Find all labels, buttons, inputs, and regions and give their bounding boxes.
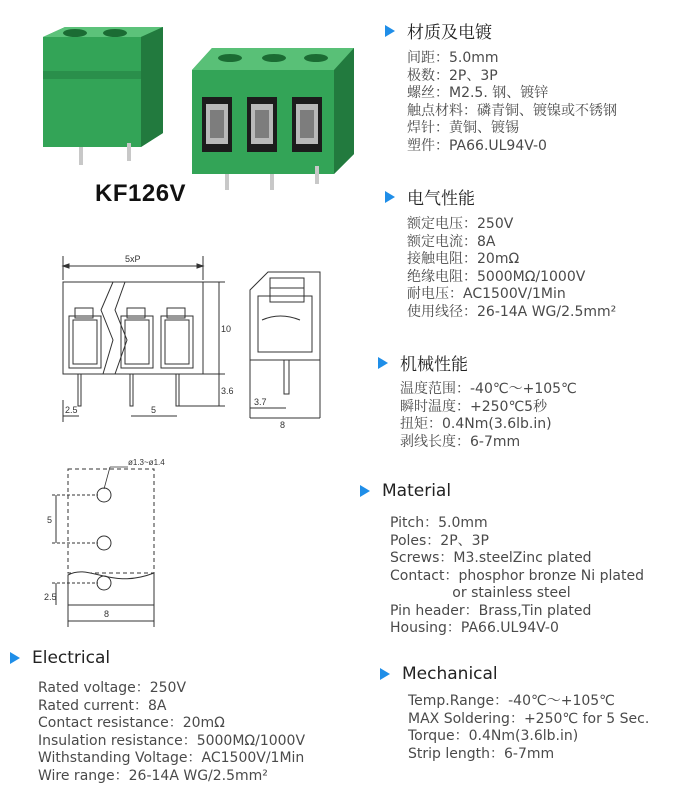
- mechanical-cn-title: 机械性能: [400, 355, 468, 375]
- list-item: 额定电压：250V: [407, 216, 514, 232]
- list-item: Strip length：6-7mm: [408, 745, 555, 762]
- list-item: 扭矩：0.4Nm(3.6lb.in): [400, 416, 552, 432]
- triangle-bullet-icon: [10, 652, 20, 664]
- front-view-drawing: [55, 250, 235, 425]
- mechanical-cn-heading: [378, 350, 468, 375]
- electrical-en-title: Electrical: [32, 648, 111, 668]
- dim-3-6: 3.6: [221, 386, 234, 396]
- pcb-2-5: 2.5: [44, 592, 57, 602]
- material-cn-list: [407, 50, 617, 155]
- hole-diameter: ø1.3~ø1.4: [128, 458, 165, 467]
- dim-8-side: 8: [280, 420, 286, 428]
- triangle-bullet-icon: [378, 357, 388, 369]
- list-item: Rated voltage：250V: [38, 680, 187, 696]
- electrical-en-list: [38, 680, 305, 785]
- dim-2-5: 2.5: [65, 405, 78, 415]
- list-item: 瞬时温度：+250℃5秒: [400, 398, 548, 415]
- list-item: 接触电阻：20mΩ: [407, 251, 520, 267]
- mechanical-en-title: Mechanical: [402, 664, 498, 684]
- list-item: 间距：5.0mm: [407, 50, 499, 66]
- triangle-bullet-icon: [360, 485, 370, 497]
- list-item: Withstanding Voltage：AC1500V/1Min: [38, 750, 305, 766]
- list-item: or stainless steel: [390, 585, 571, 601]
- electrical-cn-title: 电气性能: [407, 189, 475, 209]
- list-item: Temp.Range：-40℃～+105℃: [408, 693, 615, 709]
- triangle-bullet-icon: [385, 25, 395, 37]
- list-item: 焊针：黄铜、镀锡: [407, 120, 519, 136]
- triangle-bullet-icon: [380, 668, 390, 680]
- material-cn-heading: [385, 18, 492, 43]
- list-item: Rated current：8A: [38, 697, 167, 714]
- electrical-cn-heading: [385, 184, 475, 209]
- material-cn-title: 材质及电镀: [407, 23, 492, 43]
- list-item: Insulation resistance：5000MΩ/1000V: [38, 732, 306, 749]
- mechanical-en-list: [408, 693, 649, 763]
- dim-10: 10: [221, 324, 232, 334]
- list-item: Contact resistance：20mΩ: [38, 715, 225, 731]
- dim-5xp: 5xP: [125, 254, 141, 264]
- electrical-en-heading: [10, 648, 110, 668]
- material-en-heading: [360, 481, 451, 501]
- list-item: Pitch：5.0mm: [390, 515, 488, 531]
- product-photo-3p: [188, 42, 363, 192]
- list-item: 绝缘电阻：5000MΩ/1000V: [407, 268, 586, 285]
- list-item: 温度范围：-40℃～+105℃: [400, 381, 577, 397]
- triangle-bullet-icon: [385, 191, 395, 203]
- list-item: 耐电压：AC1500V/1Min: [407, 286, 566, 302]
- material-en-title: Material: [382, 481, 452, 501]
- list-item: Housing：PA66.UL94V-0: [390, 620, 559, 636]
- pcb-width-8: 8: [104, 609, 110, 619]
- list-item: 额定电流：8A: [407, 233, 496, 250]
- list-item: 塑件：PA66.UL94V-0: [407, 137, 547, 154]
- list-item: 螺丝：M2.5. 钢、镀锌: [407, 85, 549, 101]
- pcb-layout-drawing: [30, 455, 170, 635]
- model-number: KF126V: [95, 180, 187, 207]
- list-item: 极数：2P、3P: [407, 67, 498, 84]
- list-item: Poles：2P、3P: [390, 532, 490, 549]
- list-item: Contact：phosphor bronze Ni plated: [390, 567, 644, 584]
- electrical-cn-list: [407, 216, 616, 321]
- dim-5: 5: [151, 405, 157, 415]
- list-item: 剥线长度：6-7mm: [400, 433, 521, 450]
- side-view-drawing: [240, 268, 340, 428]
- pcb-pitch-5: 5: [47, 515, 53, 525]
- product-photo-2p: [35, 25, 170, 180]
- list-item: Screws：M3.steelZinc plated: [390, 550, 592, 566]
- mechanical-cn-list: [400, 381, 577, 451]
- list-item: Torque：0.4Nm(3.6lb.in): [408, 728, 579, 744]
- material-en-list: [390, 515, 644, 638]
- list-item: Pin header：Brass,Tin plated: [390, 602, 592, 619]
- mechanical-en-heading: [380, 664, 498, 684]
- list-item: MAX Soldering：+250℃ for 5 Sec.: [408, 710, 650, 727]
- list-item: 使用线径：26-14A WG/2.5mm²: [407, 303, 617, 320]
- list-item: 触点材料：磷青铜、镀镍或不锈钢: [407, 102, 617, 119]
- dim-3-7: 3.7: [254, 397, 267, 407]
- list-item: Wire range：26-14A WG/2.5mm²: [38, 767, 268, 784]
